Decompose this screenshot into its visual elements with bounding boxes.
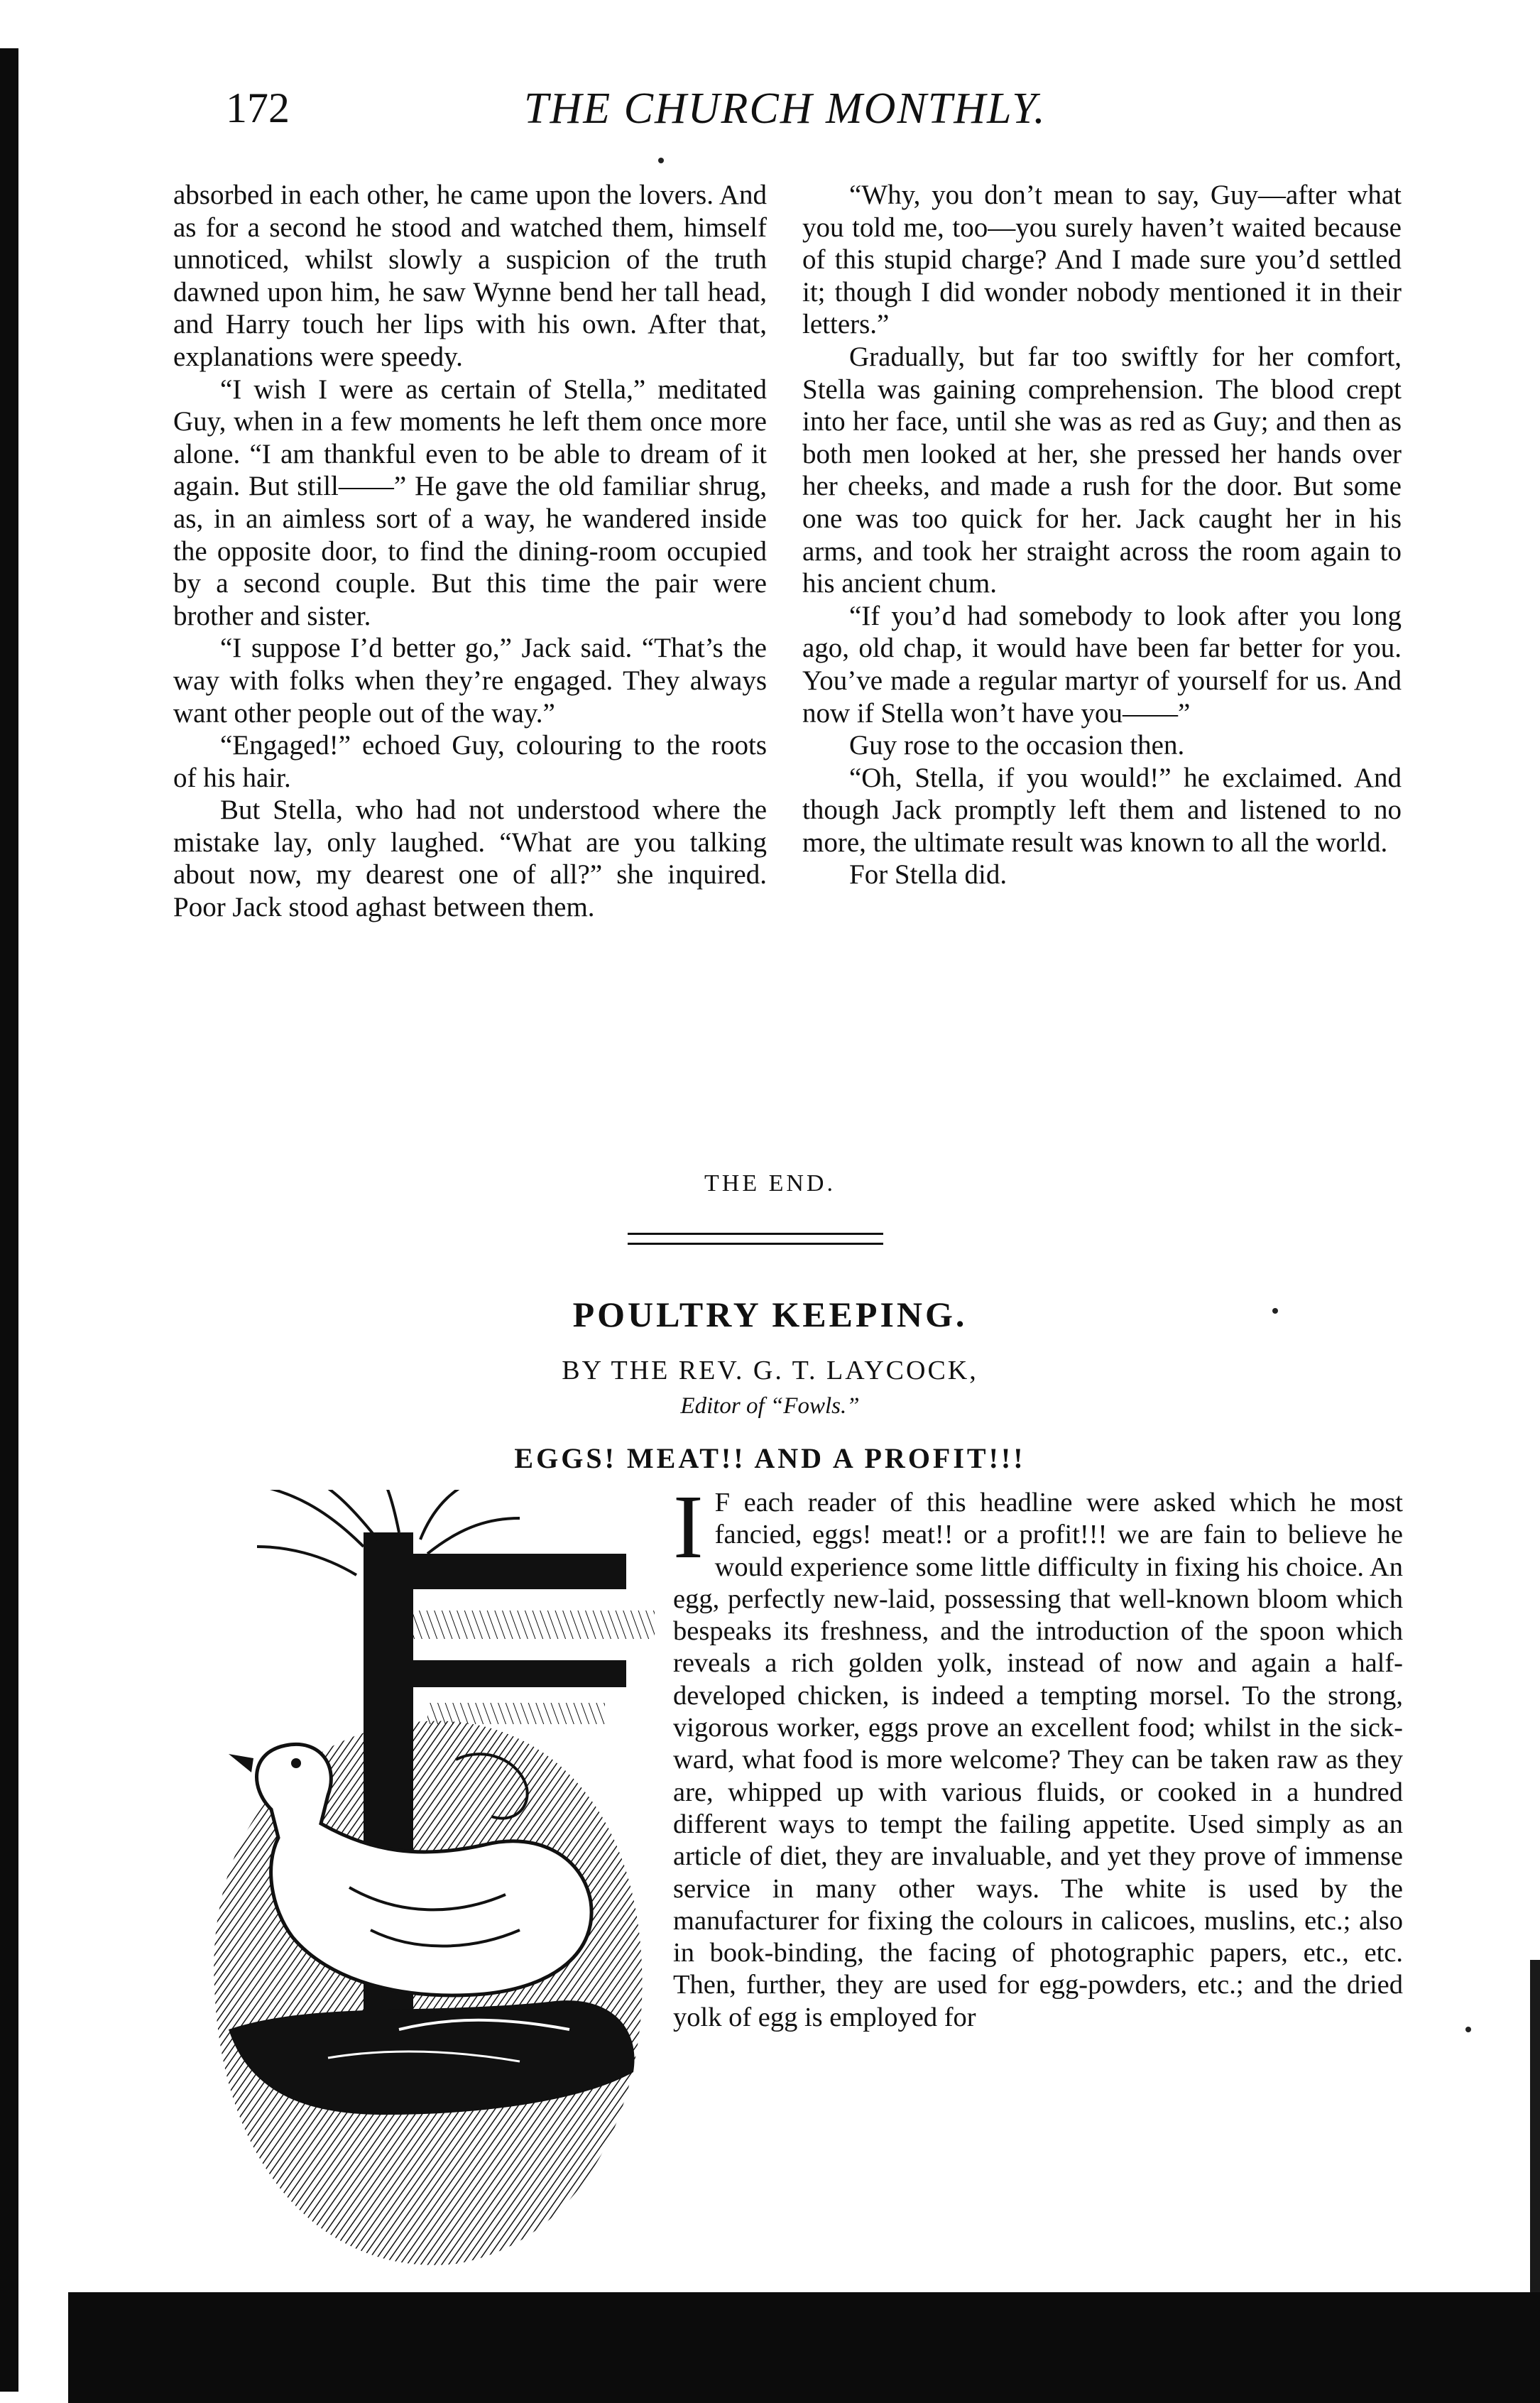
stray-ink-dot [658, 158, 664, 163]
paragraph [673, 1476, 1403, 2034]
story-column-right [802, 179, 1402, 891]
paragraph: Gradually, but far too swiftly for her comfort, Stella was gaining comprehension. The blood crept into her face, until she was as red as Guy; and then as both men looked at her, she pressed her hands over her cheeks, and made a rush for the door. But some one was too quick for her. Jack caught her in his arms, and took her straight across the room again to his ancient chum. [802, 341, 1402, 599]
paragraph: “If you’d had somebody to look after you long ago, old chap, it would have been far better for you. You’ve made a regular martyr of yourself for us. And now if Stella won’t have you——” [802, 600, 1402, 729]
paragraph: For Stella did. [849, 859, 1007, 890]
story-column-left [173, 179, 767, 924]
journal-title: THE CHURCH MONTHLY. [524, 85, 1047, 133]
paragraph: “Why, you don’t mean to say, Guy—after what you told me, too—you surely haven’t waited because of this stupid charge? And I made sure you’d settled it; though I did wonder nobody mentioned it in their letters.” [802, 180, 1402, 340]
stray-ink-dot [1465, 2027, 1471, 2032]
page-number: 172 [226, 85, 290, 131]
paragraph: “Engaged!” echoed Guy, colouring to the roots of his hair. [173, 730, 767, 793]
paragraph: “I suppose I’d better go,” Jack said. “That’s the way with folks when they’re engaged. They always want other people out of the way.” [173, 633, 767, 729]
article-subheading: EGGS! MEAT!! AND A PROFIT!!! [514, 1442, 1026, 1474]
scan-edge-right [1530, 1960, 1540, 2294]
paragraph-text: F each reader of this headline were asked which he most fancied, eggs! meat!! or a profit!!! we are fain to believe he would experience some little difficulty in fixing his choice. An egg, perfectly new-laid, possessing that well-known bloom which bespeaks its freshness, and the introduction of the spoon which reveals a rich golden yolk, instead of now and again a half-developed chicken, is indeed a tempting morsel. To the strong, vigorous worker, eggs prove an excellent food; whilst in the sick-ward, what food is more welcome? They can be taken raw as they are, whipped up with various fluids, or cooked in a hundred different ways to tempt the failing appetite. Used simply as an article of diet, they are invaluable, and yet they prove of immense service in many other ways. The white is used by the manufacturer for fixing the colours in calicoes, muslins, etc.; also in book-binding, the facing of photographic papers, etc., etc. Then, further, they are used for egg-powders, etc.; and the dried yolk of egg is employed for [673, 1488, 1403, 2032]
scan-edge-bottom [68, 2292, 1540, 2403]
story-end-marker: THE END. [704, 1170, 836, 1197]
article-byline: BY THE REV. G. T. LAYCOCK, [562, 1356, 978, 1385]
duck-engraving-icon [186, 1490, 676, 2271]
running-head [226, 84, 1404, 148]
article-byline-role: Editor of “Fowls.” [680, 1393, 860, 1419]
article-body [673, 1476, 1403, 2034]
paragraph: “Oh, Stella, if you would!” he exclaimed. And though Jack promptly left them and listened to no more, the ultimate result was known to all the world. [802, 762, 1402, 858]
section-divider [628, 1233, 883, 1235]
drop-cap: I [673, 1476, 704, 1577]
paragraph: “I wish I were as certain of Stella,” meditated Guy, when in a few moments he left them once more alone. “I am thankful even to be able to dream of it again. But still——” He gave the old familiar shrug, as, in an aimless sort of a way, he wandered inside the opposite door, to find the dining-room occupied by a second couple. But this time the pair were brother and sister. [173, 374, 767, 631]
section-divider [628, 1243, 883, 1245]
paragraph: But Stella, who had not understood where the mistake lay, only laughed. “What are you talking about now, my dearest one of all?” she inquired. Poor Jack stood aghast between them. [173, 795, 767, 923]
scan-edge-left [0, 48, 18, 2392]
paragraph: Guy rose to the occasion then. [849, 730, 1185, 761]
article-title: POULTRY KEEPING. [572, 1295, 968, 1334]
paragraph: absorbed in each other, he came upon the lovers. And as for a second he stood and watched them, himself unnoticed, whilst slowly a suspicion of the truth dawned upon him, he saw Wynne bend her tall head, and Harry touch her lips with his own. After that, explanations were speedy. [173, 180, 767, 372]
illustration-drawing [214, 1490, 655, 2265]
